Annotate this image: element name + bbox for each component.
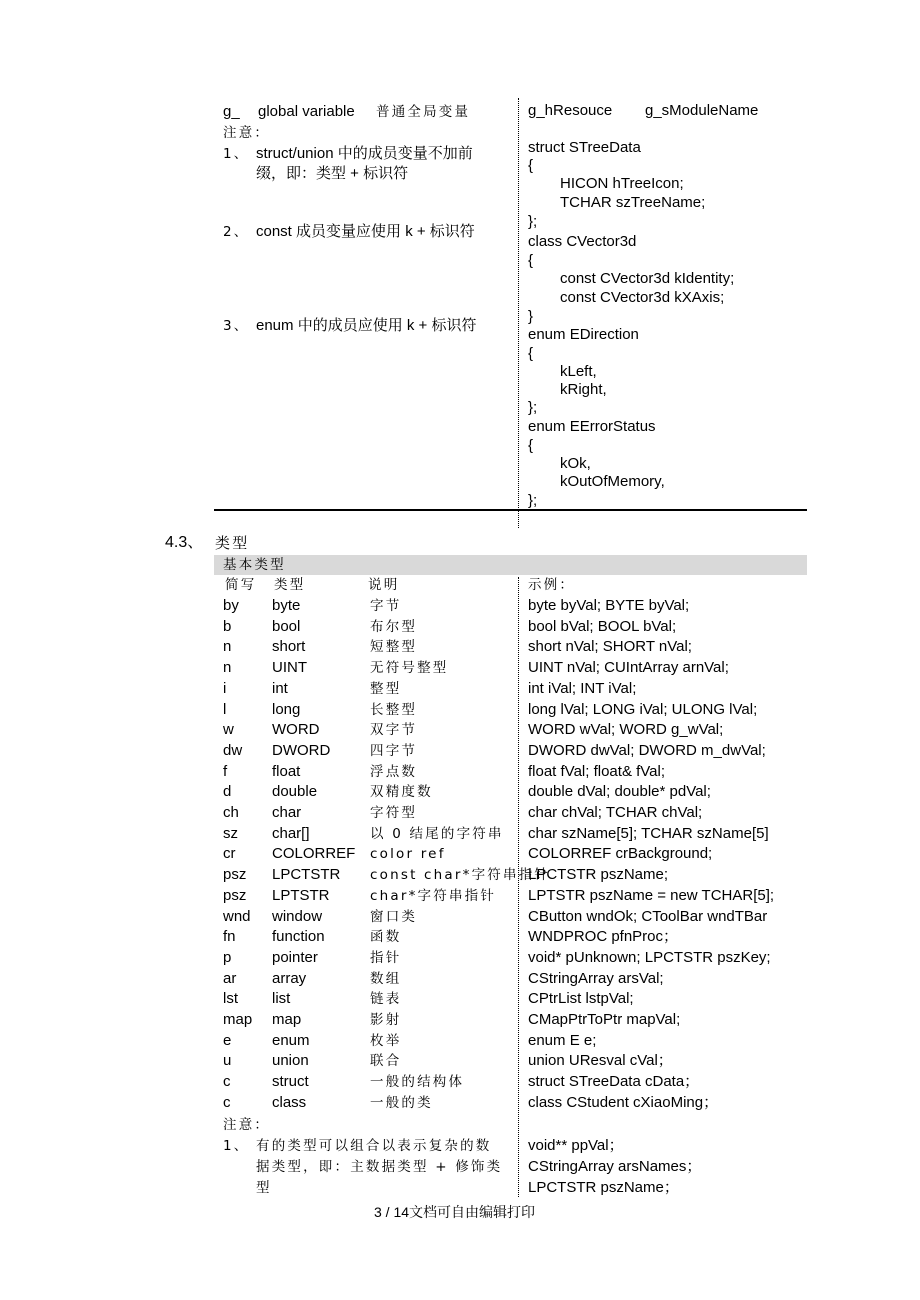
table-row [0,825,920,843]
row-desc: 浮点数 [370,763,418,780]
table-row [0,1011,920,1029]
row-example: LPCTSTR pszName; [528,866,669,884]
row-example: class CStudent cXiaoMing； [528,1093,719,1111]
row-example: CPtrList lstpVal; [528,990,634,1008]
table-row [0,928,920,946]
row-type: function [272,928,325,946]
row-example: LPTSTR pszName = new TCHAR[5]; [528,886,775,904]
row-desc: 双字节 [370,722,418,739]
row-desc: 双精度数 [370,784,433,801]
row-type: bool [272,617,301,635]
row-abbr: n [223,638,232,656]
table-row [0,990,920,1008]
table-row [0,618,920,636]
row-abbr: p [223,948,232,966]
code-line: }; [528,399,538,416]
row-desc: 以 0 结尾的字符串 [370,825,504,842]
header-desc: 说明 [368,577,400,593]
row-type: int [272,679,288,697]
code-line: { [528,157,534,174]
row-type: DWORD [272,741,331,759]
row-desc: 四字节 [370,742,418,759]
table-header [0,576,920,594]
row-type: enum [272,1031,310,1049]
table-row [0,1094,920,1112]
row-example: enum E e; [528,1031,597,1049]
code-line: enum EDirection [528,326,639,343]
row-abbr: sz [223,824,238,842]
row-abbr: l [223,700,227,718]
row-type: char [272,804,302,821]
row-abbr: lst [223,990,238,1008]
row-example: CMapPtrToPtr mapVal; [528,1011,681,1028]
table-row [0,804,920,822]
row-type: UINT [272,659,307,677]
global-prefix: g_ [223,103,240,120]
row-desc: color ref [370,846,446,863]
row-abbr: u [223,1052,232,1070]
table-row [0,597,920,615]
table-row [0,763,920,781]
note-1-num: 1、 [223,146,250,162]
row-type: char[] [272,824,310,842]
table-note-line2: 据类型，即：主数据类型 + 修饰类 [256,1159,503,1175]
table-row [0,638,920,656]
code-line: { [528,345,534,362]
note-3-line1: enum 中的成员应使用 k + 标识符 [256,317,477,334]
row-abbr: cr [223,845,236,863]
row-desc: 指针 [370,949,402,966]
row-example: byte byVal; BYTE byVal; [528,597,690,614]
code-line: }; [528,492,538,509]
note-example: void** ppVal； [528,1137,624,1154]
code-line: struct STreeData [528,139,641,156]
row-desc: 字符型 [370,805,418,821]
row-type: WORD [272,721,320,739]
row-type: struct [272,1073,309,1091]
row-example: CStringArray arsVal; [528,969,664,987]
row-abbr: d [223,783,232,801]
note-example: CStringArray arsNames； [528,1158,702,1175]
global-term: global variable [258,103,355,120]
header-type: 类型 [274,577,306,593]
global-desc: 普通全局变量 [376,104,471,120]
row-type: LPTSTR [272,886,330,904]
note-3-num: 3、 [223,318,250,334]
globals-example-a: g_hResouce [528,102,613,119]
code-line: class CVector3d [528,233,637,250]
row-example: char szName[5]; TCHAR szName[5] [528,824,769,842]
row-type: map [272,1011,302,1028]
table-row [0,949,920,967]
row-type: short [272,638,306,656]
row-type: LPCTSTR [272,866,341,884]
row-example: DWORD dwVal; DWORD m_dwVal; [528,741,766,759]
row-example: WNDPROC pfnProc； [528,928,679,946]
note-example: LPCTSTR pszName； [528,1179,679,1196]
header-abbr: 简写 [225,577,257,593]
table-row [0,721,920,739]
row-abbr: dw [223,741,243,759]
row-desc: 函数 [370,929,402,946]
table-note-line3: 型 [256,1180,272,1196]
row-type: long [272,700,301,718]
row-example: float fVal; float& fVal; [528,762,666,780]
table-row [0,887,920,905]
row-abbr: ch [223,804,239,821]
row-example: union UResval cVal； [528,1052,673,1070]
row-desc: 布尔型 [370,618,418,635]
row-abbr: f [223,762,228,780]
section-number: 4.3、 [165,534,204,551]
row-desc: 枚举 [370,1032,402,1049]
row-abbr: e [223,1031,232,1049]
table-row [0,680,920,698]
row-example: void* pUnknown; LPCTSTR pszKey; [528,948,771,966]
table-row [0,845,920,863]
row-example: long lVal; LONG iVal; ULONG lVal; [528,700,758,718]
row-type: window [272,907,323,925]
code-line: const CVector3d kIdentity; [560,270,735,287]
table-row [0,659,920,677]
note-1-line1: struct/union 中的成员变量不加前 [256,145,473,162]
row-abbr: ar [223,969,237,987]
row-example: UINT nVal; CUIntArray arnVal; [528,659,729,677]
row-desc: 无符号整型 [370,660,449,677]
row-type: COLORREF [272,845,356,863]
note-2-num: 2、 [223,224,250,240]
code-line: } [528,308,534,325]
row-desc: 字节 [370,598,402,614]
row-abbr: psz [223,866,247,884]
page-footer: 3 / 14文档可自由编辑打印 [374,1204,536,1220]
row-desc: char*字符串指针 [370,887,497,904]
code-line: }; [528,213,538,230]
row-abbr: map [223,1011,253,1028]
header-example: 示例： [528,577,576,593]
row-desc: 窗口类 [370,908,418,925]
row-abbr: i [223,679,227,697]
row-abbr: wnd [223,907,251,925]
code-line: enum EErrorStatus [528,418,656,435]
row-example: double dVal; double* pdVal; [528,783,711,801]
row-desc: 影射 [370,1012,402,1028]
row-desc: 短整型 [370,639,418,656]
code-line: const CVector3d kXAxis; [560,289,725,306]
note-label-table: 注意： [223,1117,271,1133]
table-band [214,555,807,575]
row-type: array [272,969,307,987]
row-abbr: c [223,1093,231,1111]
row-desc: 联合 [370,1053,402,1070]
row-example: bool bVal; BOOL bVal; [528,617,677,635]
row-desc: const char*字符串指针 [370,867,551,884]
row-type: double [272,783,318,801]
row-abbr: fn [223,928,236,946]
table-row [0,742,920,760]
table-note-line1: 有的类型可以组合以表示复杂的数 [256,1138,492,1154]
row-abbr: w [223,721,234,739]
row-desc: 一般的结构体 [370,1074,465,1091]
code-line: { [528,437,534,454]
table-row [0,866,920,884]
code-line: kOk, [560,455,591,472]
row-desc: 一般的类 [370,1094,433,1111]
row-abbr: n [223,659,232,677]
row-type: union [272,1052,309,1070]
column-divider-top [518,98,519,528]
code-line: { [528,252,534,269]
row-example: char chVal; TCHAR chVal; [528,804,703,821]
globals-example-b: g_sModuleName [645,102,759,119]
row-example: short nVal; SHORT nVal; [528,638,692,656]
table-row [0,701,920,719]
table-row [0,1073,920,1091]
row-example: struct STreeData cData； [528,1073,700,1091]
row-abbr: b [223,617,232,635]
row-example: WORD wVal; WORD g_wVal; [528,721,724,739]
row-abbr: c [223,1073,231,1091]
row-desc: 数组 [370,970,402,987]
note-1-line2: 缀，即：类型 + 标识符 [256,165,409,182]
note-label-top: 注意： [223,125,271,141]
row-abbr: psz [223,886,247,904]
row-abbr: by [223,597,239,614]
code-line: HICON hTreeIcon; [560,175,684,192]
table-row [0,970,920,988]
code-line: kRight, [560,381,607,398]
code-line: TCHAR szTreeName; [560,194,706,211]
code-line: kLeft, [560,363,597,380]
table-row [0,908,920,926]
row-example: int iVal; INT iVal; [528,679,637,697]
section-title: 类型 [215,534,250,552]
row-type: byte [272,597,301,614]
note-2-line1: const 成员变量应使用 k + 标识符 [256,223,475,240]
table-band-label: 基本类型 [223,557,286,573]
table-row [0,1052,920,1070]
row-type: float [272,762,301,780]
table-row [0,783,920,801]
row-desc: 链表 [370,991,402,1008]
code-line: kOutOfMemory, [560,473,665,490]
block-bottom-rule [214,509,807,511]
row-type: pointer [272,948,318,966]
row-type: class [272,1093,307,1111]
table-note-num: 1、 [223,1138,250,1154]
table-row [0,1032,920,1050]
row-type: list [272,990,291,1008]
row-example: COLORREF crBackground; [528,845,713,863]
row-desc: 整型 [370,680,402,697]
row-example: CButton wndOk; CToolBar wndTBar [528,907,768,925]
row-desc: 长整型 [370,701,418,718]
